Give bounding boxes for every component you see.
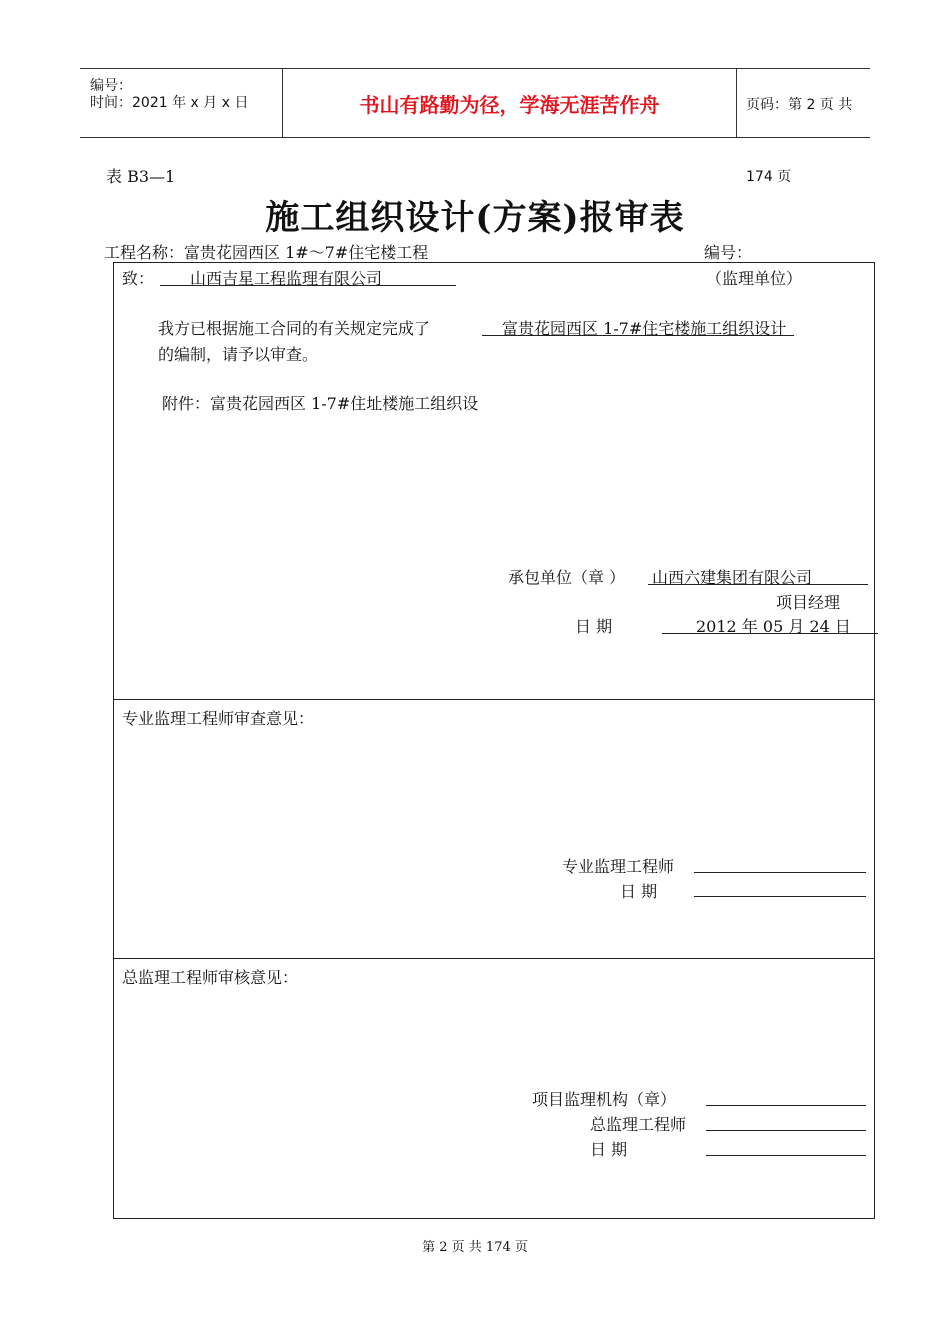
date-value: 2012 年 05 月 24 日 bbox=[696, 617, 851, 636]
body-line1-prefix: 我方已根据施工合同的有关规定完成了 bbox=[158, 319, 431, 338]
project-name: 工程名称：富贵花园西区 1#～7#住宅楼工程 bbox=[104, 243, 429, 262]
chief-label: 总监理工程师 bbox=[590, 1115, 687, 1134]
manager-label: 项目经理 bbox=[776, 593, 841, 612]
engineer-signature-line[interactable] bbox=[694, 872, 866, 873]
header-time-label: 时间：2021 年 x 月 x 日 bbox=[90, 95, 249, 111]
attachment: 附件：富贵花园西区 1-7#住址楼施工组织设 bbox=[162, 394, 479, 413]
org-label: 项目监理机构（章） bbox=[532, 1090, 677, 1109]
org-stamp-line[interactable] bbox=[706, 1105, 866, 1106]
row-divider bbox=[113, 958, 875, 959]
body-line2: 的编制，请予以审查。 bbox=[158, 345, 319, 364]
row-divider bbox=[113, 699, 875, 700]
header-code-label: 编号： bbox=[90, 78, 132, 94]
number-label: 编号： bbox=[704, 243, 753, 262]
to-value: 山西吉星工程监理有限公司 bbox=[190, 269, 383, 288]
page-footer: 第 2 页 共 174 页 bbox=[422, 1240, 528, 1255]
contractor-label: 承包单位（章 ） bbox=[508, 568, 626, 587]
engineer-label: 专业监理工程师 bbox=[562, 857, 675, 876]
header-info-cell bbox=[80, 69, 283, 137]
header-page-label: 页码：第 2 页 共 174 页 bbox=[746, 97, 853, 185]
chief-date-label: 日 期 bbox=[590, 1140, 628, 1159]
page-title: 施工组织设计(方案)报审表 bbox=[265, 198, 685, 238]
contractor-value: 山西六建集团有限公司 bbox=[652, 568, 813, 587]
to-label: 致： bbox=[122, 269, 155, 288]
chief-signature-line[interactable] bbox=[706, 1130, 866, 1131]
body-line1-value: 富贵花园西区 1-7#住宅楼施工组织设计 bbox=[502, 319, 787, 338]
form-id: 表 B3—1 bbox=[106, 167, 176, 186]
chief-date-line[interactable] bbox=[706, 1155, 866, 1156]
engineer-date-label: 日 期 bbox=[620, 882, 658, 901]
chief-review-heading: 总监理工程师审核意见： bbox=[122, 968, 299, 987]
header-motto: 书山有路勤为径，学海无涯苦作舟 bbox=[283, 69, 737, 137]
date-label: 日 期 bbox=[575, 617, 613, 636]
to-suffix: （监理单位） bbox=[706, 269, 803, 288]
engineer-review-heading: 专业监理工程师审查意见： bbox=[122, 709, 315, 728]
engineer-date-line[interactable] bbox=[694, 896, 866, 897]
